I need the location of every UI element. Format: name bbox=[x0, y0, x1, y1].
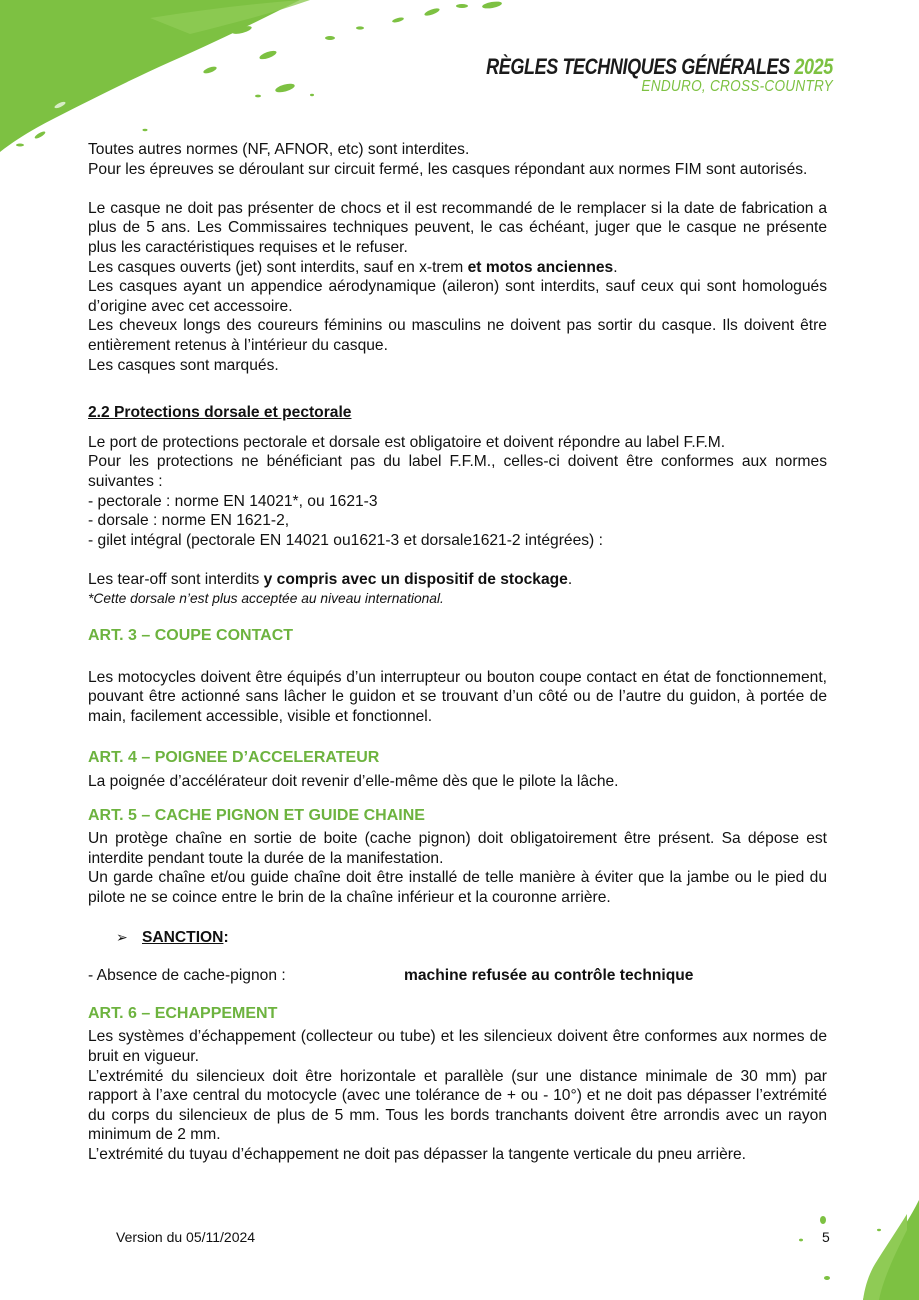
helmet-p4-end: . bbox=[613, 258, 618, 276]
tearoff-text: Les tear-off sont interdits bbox=[88, 570, 264, 588]
bottom-right-splash-decoration bbox=[779, 1190, 919, 1300]
helmet-paragraph-2: Pour les épreuves se déroulant sur circuit fermé, les casques répondant aux normes FIM sont autorisés. bbox=[88, 160, 808, 178]
sanction-label: SANCTION bbox=[142, 928, 224, 946]
absence-label: - Absence de cache-pignon : bbox=[88, 967, 286, 985]
art4-paragraph: La poignée d’accélérateur doit revenir d’elle-même dès que le pilote la lâche. bbox=[88, 773, 619, 791]
arrow-bullet-icon: ➢ bbox=[116, 928, 128, 945]
sanction-row bbox=[116, 928, 827, 948]
helmet-paragraph-3: Le casque ne doit pas présenter de chocs et il est recommandé de le remplacer si la date de fabrication a plus de 5 ans. Les Commissaires techniques peuvent, le cas échéant, juger que le casque ne présente plus les caractéristiques requises et le refuser. bbox=[88, 199, 827, 256]
header-title-year: 2025 bbox=[794, 54, 833, 79]
art6-paragraph-3: L’extrémité du tuyau d’échappement ne doit pas dépasser la tangente verticale du pneu arrière. bbox=[88, 1145, 746, 1163]
art5-paragraph-2: Un garde chaîne et/ou guide chaîne doit être installé de telle manière à éviter que la jambe ou le pied du pilote ne se coince entre le brin de la chaîne inférieur et la couronne arrière. bbox=[88, 869, 827, 906]
art6-heading: ART. 6 – ECHAPPEMENT bbox=[88, 1004, 278, 1022]
art6-paragraph-2: L’extrémité du silencieux doit être horizontale et parallèle (sur une distance minimale de 30 mm) par rapport à l’axe central du motocycle (avec une tolérance de + ou - 10°) et ne doit pas dépasser l’extrémité du corps du silencieux de plus de 5 mm. Tous les bords tranchants doivent être arrondis avec un rayon minimum de 2 mm. bbox=[88, 1067, 827, 1144]
protections-paragraph-1: Le port de protections pectorale et dorsale est obligatoire et doivent répondre au label F.F.M. bbox=[88, 433, 726, 451]
art5-paragraph-1: Un protège chaîne en sortie de boite (cache pignon) doit obligatoirement être présent. Sa dépose est interdite pendant toute la durée de la manifestation. bbox=[88, 830, 827, 867]
art6-paragraph-1: Les systèmes d’échappement (collecteur ou tube) et les silencieux doivent être conformes aux normes de bruit en vigueur. bbox=[88, 1028, 827, 1065]
helmet-paragraph-4 bbox=[88, 258, 827, 278]
helmet-paragraph-7: Les casques sont marqués. bbox=[88, 356, 279, 374]
helmet-p4-bold: et motos anciennes bbox=[467, 258, 614, 276]
art3-paragraph: Les motocycles doivent être équipés d’un interrupteur ou bouton coupe contact en état de fonctionnement, pouvant être actionné sans lâcher le guidon et se trouvant d’un côté ou de l’autre du guidon, à portée de main, facilement accessible, visible et fonctionnel. bbox=[88, 668, 827, 725]
helmet-paragraph-1: Toutes autres normes (NF, AFNOR, etc) sont interdites. bbox=[88, 141, 470, 158]
helmet-paragraph-6: Les cheveux longs des coureurs féminins ou masculins ne doivent pas sortir du casque. Ils doivent être entièrement retenus à l’intérieur du casque. bbox=[88, 317, 827, 354]
art5-heading: ART. 5 – CACHE PIGNON ET GUIDE CHAINE bbox=[88, 806, 425, 824]
page-number: 5 bbox=[822, 1229, 830, 1245]
header-title-block bbox=[410, 56, 833, 95]
list-item: - gilet intégral (pectorale EN 14021 ou1621-3 et dorsale1621-2 intégrées) : bbox=[88, 531, 603, 549]
tearoff-paragraph bbox=[88, 570, 827, 590]
tearoff-end: . bbox=[567, 570, 573, 588]
footer-version: Version du 05/11/2024 bbox=[116, 1229, 256, 1245]
absence-row bbox=[88, 966, 827, 986]
footnote-dorsale: *Cette dorsale n’est plus acceptée au niveau international. bbox=[88, 591, 444, 607]
art4-heading: ART. 4 – POIGNEE D’ACCELERATEUR bbox=[88, 749, 380, 767]
section-heading-protections: 2.2 Protections dorsale et pectorale bbox=[88, 404, 352, 422]
list-item: - dorsale : norme EN 1621-2, bbox=[88, 512, 290, 530]
list-item: - pectorale : norme EN 14021*, ou 1621-3 bbox=[88, 492, 378, 510]
sanction-colon: : bbox=[223, 928, 229, 946]
header-title-main: RÈGLES TECHNIQUES GÉNÉRALES bbox=[486, 54, 790, 79]
document-body bbox=[88, 140, 827, 1165]
helmet-paragraph-5: Les casques ayant un appendice aérodynamique (aileron) sont interdits, sauf ceux qui sont homologués d’origine avec cet accessoire. bbox=[88, 278, 827, 315]
helmet-p4-text: Les casques ouverts (jet) sont interdits, sauf en x-trem bbox=[88, 258, 468, 276]
tearoff-bold: y compris avec un dispositif de stockage bbox=[263, 570, 568, 588]
absence-value: machine refusée au contrôle technique bbox=[404, 967, 694, 985]
header-subtitle: ENDURO, CROSS-COUNTRY bbox=[641, 78, 833, 95]
header-title bbox=[486, 56, 833, 78]
protections-paragraph-2: Pour les protections ne bénéficiant pas du label F.F.M., celles-ci doivent être conformes aux normes suivantes : bbox=[88, 453, 827, 490]
art3-heading: ART. 3 – COUPE CONTACT bbox=[88, 627, 294, 645]
